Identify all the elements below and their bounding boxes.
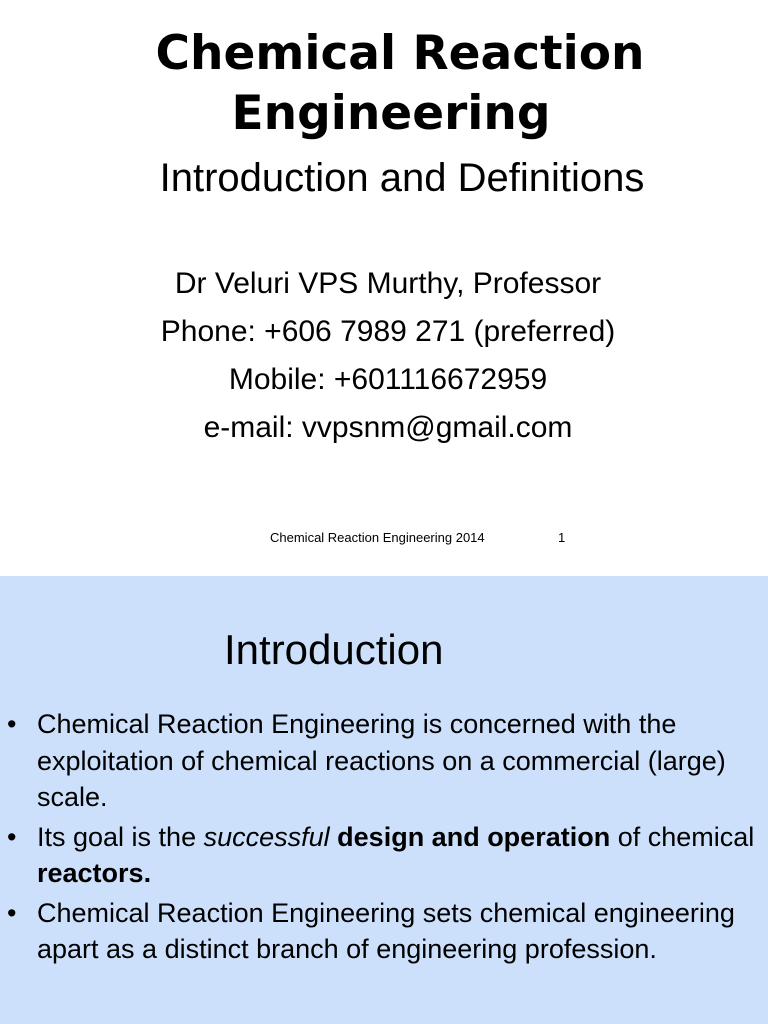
bullet-text-part: of chemical (610, 821, 755, 852)
slide-footer (270, 529, 580, 546)
page-number: 1 (558, 530, 566, 545)
bullet-item (0, 819, 760, 892)
mobile-number: Mobile: +601116672959 (228, 363, 548, 396)
slide-subtitle: Introduction and Definitions (159, 156, 645, 200)
bullet-text-italic: successful (203, 821, 330, 852)
presenter-name: Dr Veluri VPS Murthy, Professor (174, 267, 602, 300)
introduction-slide (0, 576, 768, 1024)
footer-text: Chemical Reaction Engineering 2014 (270, 530, 485, 545)
bullet-text-part: Its goal is the (37, 821, 204, 852)
contact-info (0, 260, 768, 452)
bullet-item (0, 706, 760, 816)
bullet-icon: • (7, 709, 17, 739)
bullet-text-bold: design and operation (337, 821, 611, 852)
email-address: e-mail: vvpsnm@gmail.com (203, 411, 573, 444)
phone-number: Phone: +606 7989 271 (preferred) (160, 315, 616, 348)
slide-title-line-2: Engineering (231, 86, 551, 141)
bullet-text: Chemical Reaction Engineering sets chemical engineering apart as a distinct branch of engineering profession. (37, 897, 735, 964)
bullet-item (0, 895, 760, 968)
bullet-text: Chemical Reaction Engineering is concerned with the exploitation of chemical reactions on a commercial (large) scale. (37, 709, 726, 812)
slide-heading: Introduction (224, 626, 444, 673)
bullet-icon: • (7, 897, 17, 928)
bullet-icon: • (7, 821, 17, 852)
bullet-list (0, 706, 760, 971)
bullet-text-bold: reactors. (37, 858, 152, 888)
slide-title-line-1: Chemical Reaction (155, 26, 645, 81)
